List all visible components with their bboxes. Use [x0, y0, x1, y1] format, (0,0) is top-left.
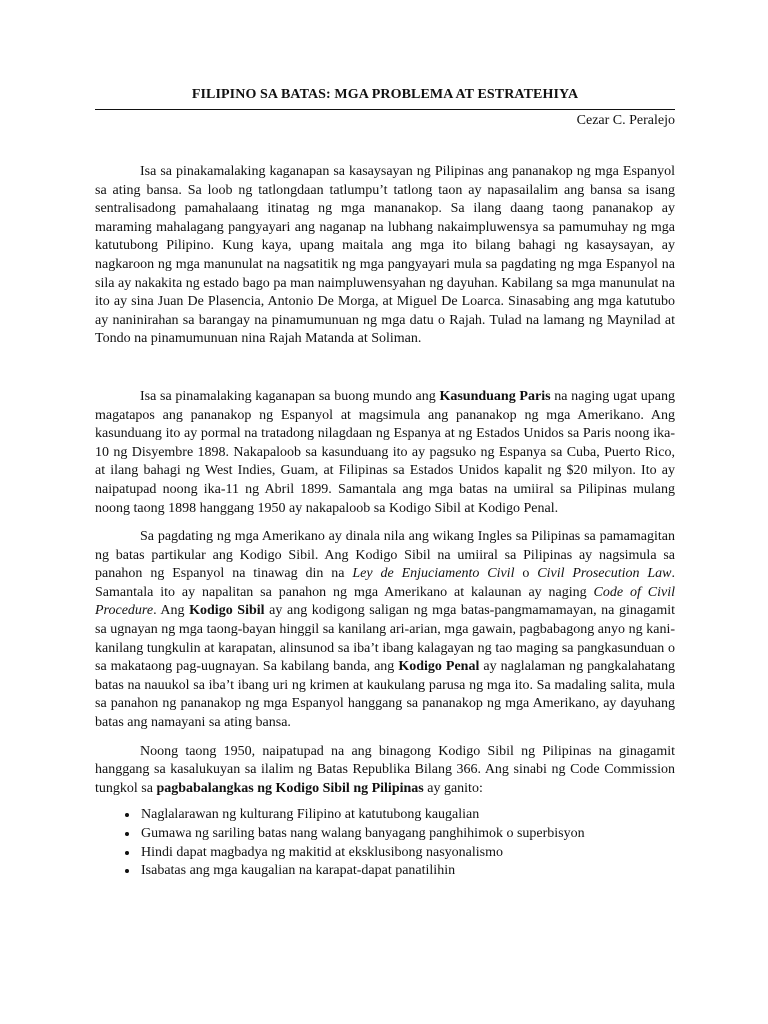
ley-de-enjuciamento-term: Ley de Enjuciamento Civil [352, 566, 515, 582]
paragraph-3 [95, 528, 675, 733]
paragraph-3-text-a: Sa pagdating ng mga Amerikano ay dinala nila ang wikang Ingles sa Pilipinas sa pamamagitan ng batas partikular ang Kodigo Sibil. Ang Kodigo Sibil na umiiral sa Pilipinas ay nagsimula sa panahon ng Espanyol na tinawag din na [95, 529, 675, 582]
paragraph-2-text-c: na naging ugat upang magatapos ang pananakop ng Espanyol at magsimula ang pananakop ng mga Amerikano. Ang kasunduang ito ay pormal na tratadong nilagdaan ng Espanya at ng Estados Unidos sa Paris noong ika-10 ng Disyembre 1898. Nakapaloob sa kasunduang ito ay pagsuko ng Espanya sa Cuba, Puerto Rico, at ilang bahagi ng West Indies, Guam, at Filipinas sa Estados Unidos kapalit ng $20 milyon. Ito ay naipatupad noong ika-11 ng Abril 1899. Samantala ang mga batas na umiiral sa Pilipinas mulang noong taong 1898 hanggang 1950 ay nakapaloob sa Kodigo Sibil at Kodigo Penal. [95, 388, 675, 516]
document-page [95, 86, 675, 881]
list-item: • Hindi dapat magbadya ng makitid at eksklusibong nasyonalismo [139, 844, 675, 863]
paragraph-2 [95, 388, 675, 518]
paragraph-4-text-a: Noong taong 1950, naipatupad na ang binagong Kodigo Sibil ng Pilipinas na ginagamit hanggang sa kasalukuyan sa ilalim ng Batas Republika Bilang 366. Ang sinabi ng Code Commission tungkol sa [95, 743, 675, 796]
paragraph-3-text-i: ay ang kodigong saligan ng mga batas-pangmamamayan, na ginagamit sa ugnayan ng mga taong-bayan hinggil sa kanilang ari-arian, mga gawain, pagbabagong anyo ng kani-kanilang tungkulin at karapatan, alinsunod sa iba’t ibang kalagayan ng tao maging sa pangkasunduan o sa makataong pag-uugnayan. Sa kabilang banda, ang [95, 603, 675, 675]
bullet-list [95, 806, 675, 880]
paragraph-3-text-k: ay naglalaman ng pangkalahatang batas na nauukol sa iba’t ibang uri ng krimen at kaukulang parusa ng mga ito. Sa madaling salita, mula sa panahon ng pananakop ng mga Espanyol hanggang sa pananakop ng mga Amerikano, ay dayuhang batas ang namayani sa ating bansa. [95, 659, 675, 731]
list-item: • Gumawa ng sariling batas nang walang banyagang panghihimok o superbisyon [139, 825, 675, 844]
paragraph-3-text-g: . Ang [153, 603, 190, 619]
code-of-civil-procedure-term: Code of Civil Procedure [95, 584, 675, 619]
kodigo-penal-term: Kodigo Penal [398, 659, 480, 675]
list-item: • Naglalarawan ng kulturang Filipino at katutubong kaugalian [139, 806, 675, 825]
paragraph-4-text-c: ay ganito: [423, 780, 483, 796]
paragraph-2-text-a: Isa sa pinamalaking kaganapan sa buong mundo ang [140, 388, 440, 404]
civil-prosecution-law-term: Civil Prosecution Law [537, 566, 672, 582]
kasunduang-paris-term: Kasunduang Paris [439, 388, 551, 404]
paragraph-3-text-c: o [514, 566, 538, 582]
author-name: Cezar C. Peralejo [576, 113, 675, 128]
paragraph-1: Isa sa pinakamalaking kaganapan sa kasaysayan ng Pilipinas ang pananakop ng mga Espanyol sa ating bansa. Sa loob ng tatlongdaan tatlumpu’t tatlong taon ay napasailalim ang bansa sa isang sentralisadong pamahalaang itinatag ng mga mananakop. Sa ilang daang taong pananakop ay maraming mahalagang pangyayari ang naganap na lubhang nakaimpluwensya sa pamumuhay ng mga katutubong Pilipino. Kung kaya, upang maitala ang mga ito bilang bahagi ng kasaysayan, ay nagkaroon ng mga manunulat na nagsatitik ng mga pangyayari mula sa pagdating ng mga Espanyol na sila ay nakakita ng estado bago pa man naimpluwensyahan ng dayuhan. Kabilang sa mga manunulat na ito ay sina Juan De Plasencia, Antonio De Morga, at Miguel De Loarca. Sinasabing ang mga katutubo ay naninirahan sa barangay na pinamumunuan ng mga datu o Rajah. Tulad na lamang ng Maynilad at Tondo na pinamumunuan nina Rajah Matanda at Soliman. [95, 164, 675, 347]
list-item: • Isabatas ang mga kaugalian na karapat-dapat panatilihin [139, 862, 675, 881]
pagbabalangkas-term: pagbabalangkas ng Kodigo Sibil ng Pilipinas [156, 780, 424, 796]
paragraph-3-text-e: . Samantala ito ay napalitan sa panahon ng mga Amerikano at kalaunan ay naging [95, 566, 676, 600]
paragraph-4 [95, 743, 675, 799]
document-title: FILIPINO SA BATAS: MGA PROBLEMA AT ESTRATEHIYA [191, 87, 579, 102]
kodigo-sibil-term: Kodigo Sibil [189, 603, 265, 619]
title-rule [95, 109, 675, 110]
